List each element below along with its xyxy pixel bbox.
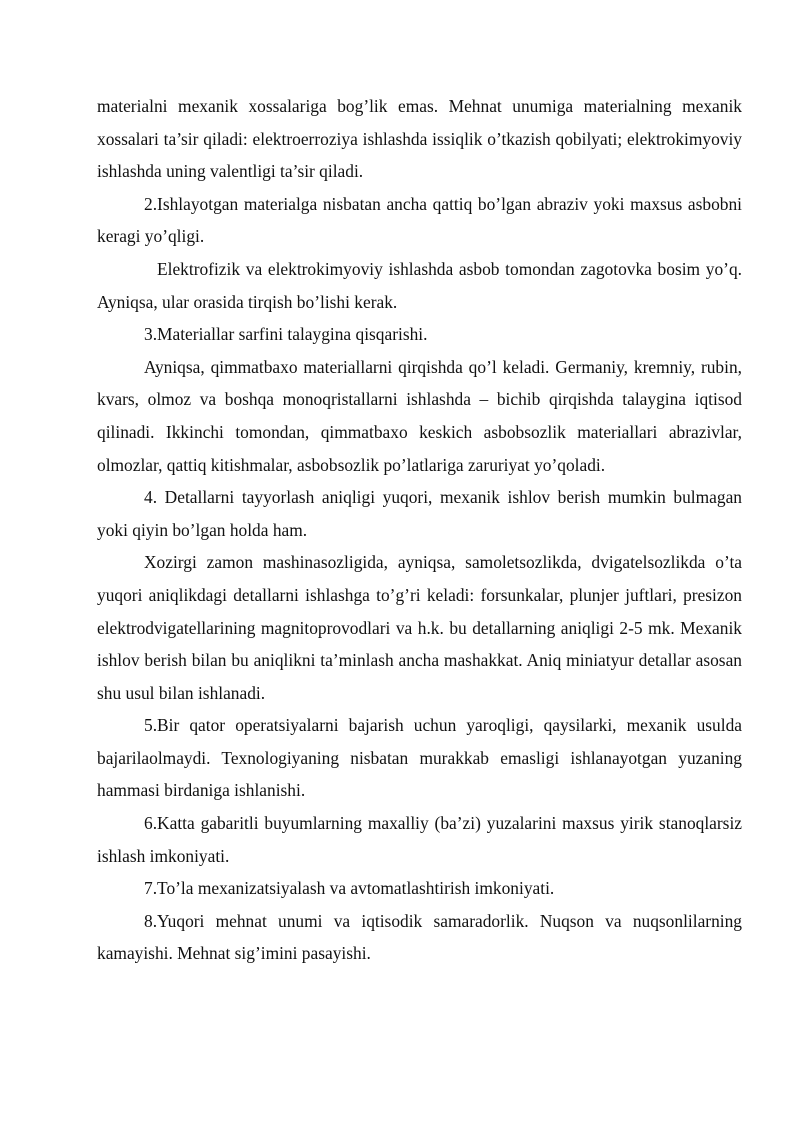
document-page bbox=[97, 90, 742, 970]
paragraph-item-5: 5.Bir qator operatsiyalarni bajarish uchun yaroqligi, qaysilarki, mexanik usulda bajarilaolmaydi. Texnologiyaning nisbatan murakkab emasligi ishlanayotgan yuzaning hammasi birdaniga ishlanishi. bbox=[97, 715, 742, 801]
paragraph-item-4-detail: Xozirgi zamon mashinasozligida, ayniqsa, samoletsozlikda, dvigatelsozlikda o’ta yuqori aniqlikdagi detallarni ishlashga to’g’ri keladi: forsunkalar, plunjer juftlari, presizon elektrodvigatellarining magnitoprovodlari va h.k. bu detallarning aniqligi 2-5 mk. Mexanik ishlov berish bilan bu aniqlikni ta’minlash ancha mashakkat. Aniq miniatyur detallar asosan shu usul bilan ishlanadi. bbox=[97, 552, 742, 703]
paragraph-item-4: 4. Detallarni tayyorlash aniqligi yuqori, mexanik ishlov berish mumkin bulmagan yoki qiyin bo’lgan holda ham. bbox=[97, 487, 742, 540]
paragraph-item-3-detail: Ayniqsa, qimmatbaxo materiallarni qirqishda qo’l keladi. Germaniy, kremniy, rubin, kvars, olmoz va boshqa monoqristallarni ishlashda – bichib qirqishda talaygina iqtisod qilinadi. Ikkinchi tomondan, qimmatbaxo keskich asbobsozlik materiallari abrazivlar, olmozlar, qattiq kitishmalar, asbobsozlik po’latlariga zaruriyat yo’qoladi. bbox=[97, 356, 742, 475]
paragraph-item-6: 6.Katta gabaritli buyumlarning maxalliy (ba’zi) yuzalarini maxsus yirik stanoqlarsiz ishlash imkoniyati. bbox=[97, 813, 742, 866]
paragraph-item-3: 3.Materiallar sarfini talaygina qisqarishi. bbox=[144, 324, 428, 345]
paragraph-item-7: 7.To’la mexanizatsiyalash va avtomatlashtirish imkoniyati. bbox=[144, 878, 555, 899]
paragraph-continuation: materialni mexanik xossalariga bog’lik emas. Mehnat unumiga materialning mexanik xossalari ta’sir qiladi: elektroerroziya ishlashda issiqlik o’tkazish qobilyati; elektrokimyoviy ishlashda uning valentligi ta’sir qiladi. bbox=[97, 96, 742, 182]
paragraph-item-8: 8.Yuqori mehnat unumi va iqtisodik samaradorlik. Nuqson va nuqsonlilarning kamayishi. Mehnat sig’imini pasayishi. bbox=[97, 910, 742, 964]
paragraph-item-2-note: Elektrofizik va elektrokimyoviy ishlashda asbob tomondan zagotovka bosim yo’q. Ayniqsa, ular orasida tirqish bo’lishi kerak. bbox=[97, 258, 742, 312]
paragraph-item-2: 2.Ishlayotgan materialga nisbatan ancha qattiq bo’lgan abraziv yoki maxsus asbobni keragi yo’qligi. bbox=[97, 193, 742, 247]
